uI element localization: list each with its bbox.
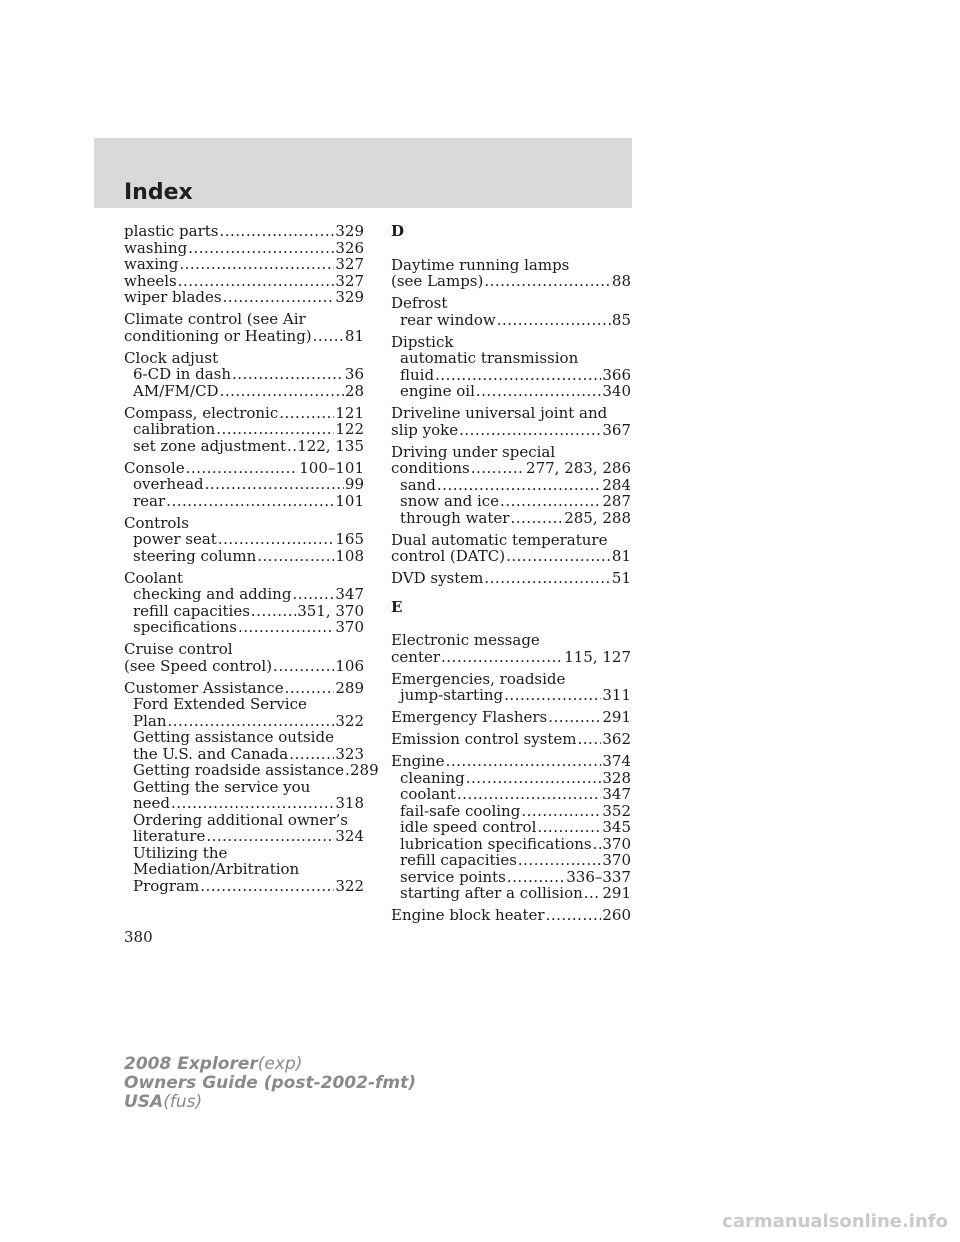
- entry-text: conditioning or Heating): [124, 326, 312, 345]
- entry-page-ref: 51: [611, 569, 631, 587]
- entry-page-ref: 327: [335, 255, 364, 273]
- index-entry-line: [391, 295, 631, 312]
- entry-page-ref: 324: [335, 827, 364, 845]
- index-entry: [124, 570, 364, 636]
- entry-text: Mediation/Arbitration: [133, 860, 300, 878]
- entry-page-ref: 347: [335, 585, 364, 603]
- entry-text: center: [391, 647, 441, 666]
- index-subentry-line: [124, 366, 364, 383]
- entry-text: conditions: [391, 459, 470, 477]
- leader-dots: [206, 828, 334, 845]
- leader-dots: [287, 438, 296, 455]
- entry-page-ref: 85: [611, 310, 631, 329]
- entry-text: Program: [133, 876, 200, 895]
- index-subentry-line: [124, 729, 364, 746]
- index-subentry-line: [124, 779, 364, 796]
- entry-page-ref: 362: [602, 730, 631, 748]
- index-entry: [391, 753, 631, 902]
- leader-dots: [584, 885, 602, 902]
- entry-page-ref: 260: [602, 906, 631, 924]
- leader-dots: [232, 366, 344, 383]
- entry-page-ref: 81: [344, 326, 364, 345]
- entry-page-ref: 318: [335, 794, 364, 812]
- index-entry-line: [391, 570, 631, 587]
- entry-text: Coolant: [124, 568, 183, 587]
- index-subentry-line: [124, 438, 364, 455]
- leader-dots: [457, 786, 601, 803]
- index-entry-line: [124, 256, 364, 273]
- index-subentry-line: [391, 350, 631, 367]
- entry-text: DVD system: [391, 569, 484, 587]
- entry-page-ref: 345: [602, 818, 631, 836]
- footer-model: 2008 Explorer: [124, 1054, 258, 1074]
- entry-text: power seat: [133, 530, 217, 548]
- index-entry: [391, 671, 631, 704]
- index-entry-line: [391, 257, 631, 274]
- index-entry-line: [391, 632, 631, 649]
- leader-dots: [188, 240, 334, 257]
- leader-dots: [476, 383, 601, 400]
- index-entry-line: [391, 709, 631, 726]
- entry-page-ref: 370: [335, 618, 364, 636]
- index-subentry-line: [124, 421, 364, 438]
- entry-text: fail-safe cooling: [400, 801, 521, 820]
- entry-text: 6-CD in dash: [133, 365, 232, 383]
- leader-dots: [289, 746, 334, 763]
- entry-text: Engine block heater: [391, 906, 545, 924]
- entry-page-ref: 165: [335, 530, 364, 548]
- leader-dots: [504, 687, 601, 704]
- leader-dots: [218, 531, 335, 548]
- leader-dots: [216, 421, 334, 438]
- index-entry: [391, 731, 631, 748]
- entry-text: checking and adding: [133, 585, 292, 603]
- index-subentry-line: [124, 548, 364, 565]
- entry-page-ref: 277, 283, 286: [526, 459, 631, 477]
- leader-dots: [546, 907, 602, 924]
- entry-text: rear: [133, 491, 166, 510]
- entry-text: washing: [124, 238, 188, 257]
- entry-page-ref: 106: [335, 656, 364, 675]
- index-subentry-line: [391, 477, 631, 494]
- index-subentry-line: [391, 869, 631, 886]
- entry-page-ref: 336–337: [566, 867, 631, 886]
- entry-text: sand: [400, 475, 436, 494]
- index-subentry-line: [124, 761, 379, 779]
- entry-page-ref: 284: [602, 475, 631, 494]
- entry-page-ref: 352: [602, 801, 631, 820]
- entry-page-ref: 351, 370: [297, 601, 364, 620]
- entry-text: rear window: [400, 310, 496, 329]
- index-entry-line: [124, 240, 364, 257]
- entry-text: Utilizing the: [133, 843, 228, 862]
- index-subentry-line: [124, 586, 364, 603]
- leader-dots: [251, 603, 296, 620]
- index-entry-line: [391, 548, 631, 565]
- entry-page-ref: 370: [602, 851, 631, 869]
- leader-dots: [223, 289, 335, 306]
- page-number: 380: [124, 928, 153, 946]
- index-subentry-line: [391, 312, 631, 329]
- leader-dots: [285, 680, 335, 697]
- entry-page-ref: 108: [335, 546, 364, 565]
- entry-text: Console: [124, 458, 185, 477]
- entry-page-ref: 328: [602, 768, 631, 787]
- index-entry: [391, 257, 631, 290]
- index-entry-line: [391, 334, 631, 351]
- entry-text: Controls: [124, 513, 189, 532]
- index-entry-line: [391, 444, 631, 461]
- leader-dots: [279, 405, 334, 422]
- entry-page-ref: 329: [335, 222, 364, 240]
- entry-text: Engine: [391, 752, 445, 770]
- index-subentry-line: [391, 852, 631, 869]
- index-entry-line: [391, 422, 631, 439]
- entry-text: Electronic message: [391, 631, 540, 649]
- leader-dots: [179, 256, 334, 273]
- index-entry-line: [124, 680, 364, 697]
- index-entry-line: [124, 311, 364, 328]
- index-entry-line: [124, 641, 364, 658]
- index-entry-line: [124, 460, 364, 477]
- entry-text: through water: [400, 508, 510, 527]
- index-entry: [124, 641, 364, 674]
- index-subentry-line: [124, 795, 364, 812]
- leader-dots: [500, 493, 601, 510]
- index-entry-line: [391, 532, 631, 549]
- leader-dots: [521, 803, 601, 820]
- entry-text: automatic transmission: [400, 349, 579, 367]
- footer-line-3: [124, 1093, 416, 1112]
- index-entry: [391, 444, 631, 527]
- entry-text: service points: [400, 867, 506, 886]
- index-subentry-line: [391, 786, 631, 803]
- entry-text: lubrication specifications: [400, 834, 592, 853]
- footer-market: USA: [124, 1092, 164, 1112]
- entry-page-ref: 374: [602, 752, 631, 770]
- entry-text: Emergencies, roadside: [391, 669, 566, 688]
- entry-page-ref: 327: [335, 271, 364, 290]
- index-subentry-line: [124, 746, 364, 763]
- leader-dots: [497, 312, 611, 329]
- entry-text: Emission control system: [391, 730, 577, 748]
- index-subentry-line: [391, 367, 631, 384]
- index-subentry-line: [124, 828, 364, 845]
- entry-text: Dipstick: [391, 332, 454, 351]
- entry-text: Ordering additional owner’s: [133, 810, 348, 829]
- index-entry-line: [391, 649, 631, 666]
- leader-dots: [578, 731, 602, 748]
- entry-text: idle speed control: [400, 818, 537, 836]
- entry-text: starting after a collision: [400, 884, 583, 902]
- index-entry: [391, 632, 631, 665]
- entry-page-ref: 329: [335, 288, 364, 306]
- entry-text: engine oil: [400, 382, 475, 400]
- entry-text: slip yoke: [391, 420, 459, 439]
- index-entry-line: [124, 223, 364, 240]
- entry-text: waxing: [124, 255, 179, 273]
- index-subentry-line: [124, 845, 364, 862]
- entry-page-ref: 122: [335, 420, 364, 438]
- index-entry: [391, 295, 631, 328]
- leader-dots: [219, 223, 334, 240]
- index-subentry-line: [124, 812, 364, 829]
- leader-dots: [484, 570, 611, 587]
- entry-text: coolant: [400, 785, 456, 803]
- leader-dots: [507, 869, 565, 886]
- index-entry-line: [124, 289, 364, 306]
- index-entry-line: [124, 350, 364, 367]
- entry-page-ref: 289: [349, 761, 379, 779]
- entry-text: wiper blades: [124, 288, 222, 306]
- entry-page-ref: 322: [335, 876, 364, 895]
- entry-text: specifications: [133, 618, 237, 636]
- index-entry: [124, 405, 364, 455]
- entry-text: steering column: [133, 546, 257, 565]
- entry-page-ref: 36: [344, 365, 364, 383]
- entry-text: refill capacities: [400, 851, 517, 869]
- entry-text: Clock adjust: [124, 348, 219, 367]
- entry-page-ref: 81: [611, 547, 631, 565]
- entry-page-ref: 366: [602, 365, 631, 384]
- entry-text: the U.S. and Canada: [133, 744, 289, 763]
- index-subentry-line: [391, 803, 631, 820]
- entry-page-ref: 122, 135: [297, 436, 364, 455]
- footer-line-1: [124, 1055, 416, 1074]
- entry-text: refill capacities: [133, 601, 250, 620]
- index-entry: [391, 907, 631, 924]
- index-column-left: [124, 222, 379, 900]
- index-subentry-line: [124, 878, 364, 895]
- index-subentry-line: [124, 476, 364, 493]
- leader-dots: [548, 709, 601, 726]
- index-entry: [124, 460, 364, 510]
- leader-dots: [205, 476, 344, 493]
- leader-dots: [484, 273, 611, 290]
- index-entry-line: [124, 658, 364, 675]
- entry-page-ref: 88: [611, 272, 631, 290]
- leader-dots: [313, 328, 344, 345]
- index-entry: [124, 678, 379, 895]
- entry-page-ref: 370: [602, 834, 631, 853]
- entry-text: Ford Extended Service: [133, 695, 307, 713]
- index-entry-line: [391, 405, 631, 422]
- entry-text: overhead: [133, 475, 204, 493]
- entry-page-ref: 323: [335, 744, 364, 763]
- leader-dots: [437, 477, 601, 494]
- entry-page-ref: 121: [335, 403, 364, 422]
- leader-dots: [171, 795, 334, 812]
- index-section-letter: D: [391, 222, 405, 240]
- leader-dots: [441, 649, 563, 666]
- leader-dots: [257, 548, 334, 565]
- index-column-right: [391, 223, 631, 929]
- leader-dots: [510, 510, 563, 527]
- index-entry: [391, 405, 631, 438]
- entry-text: Getting the service you: [133, 777, 311, 796]
- leader-dots: [466, 770, 602, 787]
- index-subentry-line: [124, 531, 364, 548]
- leader-dots: [446, 753, 602, 770]
- entry-page-ref: 291: [602, 884, 631, 902]
- leader-dots: [166, 493, 334, 510]
- page-title: Index: [124, 180, 193, 205]
- entry-text: calibration: [133, 420, 216, 438]
- entry-page-ref: 291: [602, 708, 631, 726]
- entry-page-ref: 311: [602, 686, 631, 704]
- entry-text: Customer Assistance: [124, 678, 284, 697]
- entry-text: AM/FM/CD: [133, 381, 219, 400]
- entry-text: Compass, electronic: [124, 403, 279, 422]
- entry-page-ref: 99: [344, 475, 364, 493]
- index-subentry-line: [124, 493, 364, 510]
- index-entry-line: [124, 570, 364, 587]
- entry-text: Dual automatic temperature: [391, 530, 608, 549]
- entry-page-ref: 101: [335, 491, 364, 510]
- index-entry-line: [391, 671, 631, 688]
- leader-dots: [593, 836, 602, 853]
- entry-page-ref: 287: [602, 492, 631, 510]
- leader-dots: [186, 460, 299, 477]
- entry-text: Driveline universal joint and: [391, 404, 608, 422]
- leader-dots: [168, 713, 335, 730]
- entry-text: control (DATC): [391, 547, 506, 565]
- index-subentry-line: [391, 510, 631, 527]
- entry-text: cleaning: [400, 768, 465, 787]
- leader-dots: [471, 460, 525, 477]
- entry-text: set zone adjustment: [133, 436, 286, 455]
- leader-dots: [178, 273, 335, 290]
- entry-text: wheels: [124, 271, 177, 290]
- footer: [124, 1055, 416, 1112]
- index-entry-line: [391, 731, 631, 748]
- entry-text: Defrost: [391, 294, 448, 312]
- index-entry: [391, 532, 631, 565]
- entry-page-ref: 115, 127: [564, 647, 631, 666]
- entry-text: Driving under special: [391, 442, 556, 461]
- entry-text: Plan: [133, 711, 167, 730]
- index-entry: [391, 570, 631, 587]
- entry-page-ref: 326: [335, 238, 364, 257]
- footer-market-code: (fus): [163, 1092, 203, 1112]
- index-entry: [124, 223, 364, 306]
- footer-line-2: [124, 1074, 416, 1093]
- index-subentry-line: [391, 836, 631, 853]
- leader-dots: [345, 762, 349, 779]
- entry-page-ref: 28: [344, 381, 364, 400]
- index-subentry-line: [124, 603, 364, 620]
- entry-text: snow and ice: [400, 492, 500, 510]
- entry-text: need: [133, 794, 171, 812]
- entry-text: Climate control (see Air: [124, 310, 306, 328]
- entry-page-ref: 322: [335, 711, 364, 730]
- index-subentry-line: [391, 383, 631, 400]
- index-subentry-line: [391, 819, 631, 836]
- index-entry: [124, 515, 364, 565]
- index-entry: [124, 350, 364, 400]
- footer-guide: Owners Guide (post-2002-fmt): [124, 1073, 417, 1093]
- entry-page-ref: 347: [602, 785, 631, 803]
- index-entry-line: [124, 515, 364, 532]
- index-entry-line: [391, 460, 631, 477]
- index-entry: [391, 709, 631, 726]
- index-entry-line: [124, 405, 364, 422]
- entry-text: (see Speed control): [124, 656, 273, 675]
- index-entry-line: [391, 753, 631, 770]
- leader-dots: [459, 422, 601, 439]
- leader-dots: [238, 619, 334, 636]
- entry-text: plastic parts: [124, 222, 219, 240]
- index-entry-line: [124, 328, 364, 345]
- watermark: carmanualsonline.info: [722, 1211, 948, 1232]
- index-subentry-line: [391, 687, 631, 704]
- leader-dots: [537, 819, 601, 836]
- leader-dots: [518, 852, 601, 869]
- index-subentry-line: [124, 696, 364, 713]
- entry-text: literature: [133, 827, 206, 845]
- entry-text: Daytime running lamps: [391, 255, 570, 274]
- entry-page-ref: 367: [602, 420, 631, 439]
- index-subentry-line: [124, 383, 364, 400]
- index-subentry-line: [124, 713, 364, 730]
- leader-dots: [200, 878, 334, 895]
- entry-text: Getting assistance outside: [133, 728, 334, 746]
- entry-page-ref: 100–101: [299, 458, 364, 477]
- entry-text: Cruise control: [124, 640, 233, 658]
- index-entry-line: [391, 273, 631, 290]
- leader-dots: [435, 367, 601, 384]
- index-section-letter: E: [391, 597, 403, 616]
- leader-dots: [220, 383, 344, 400]
- index-entry-line: [391, 907, 631, 924]
- entry-text: (see Lamps): [391, 272, 484, 290]
- index-entry: [124, 311, 364, 344]
- entry-page-ref: 289: [335, 678, 364, 697]
- index-subentry-line: [391, 885, 631, 902]
- leader-dots: [273, 658, 334, 675]
- index-subentry-line: [124, 861, 364, 878]
- index-subentry-line: [124, 619, 364, 636]
- entry-text: Emergency Flashers: [391, 708, 548, 726]
- leader-dots: [292, 586, 334, 603]
- index-subentry-line: [391, 493, 631, 510]
- entry-page-ref: 285, 288: [564, 508, 631, 527]
- entry-text: fluid: [400, 365, 435, 384]
- index-entry: [391, 334, 631, 400]
- index-entry-line: [124, 273, 364, 290]
- index-subentry-line: [391, 770, 631, 787]
- entry-text: jump-starting: [400, 686, 504, 704]
- leader-dots: [506, 548, 611, 565]
- entry-text: Getting roadside assistance: [133, 761, 344, 779]
- footer-model-code: (exp): [257, 1054, 303, 1074]
- entry-page-ref: 340: [602, 382, 631, 400]
